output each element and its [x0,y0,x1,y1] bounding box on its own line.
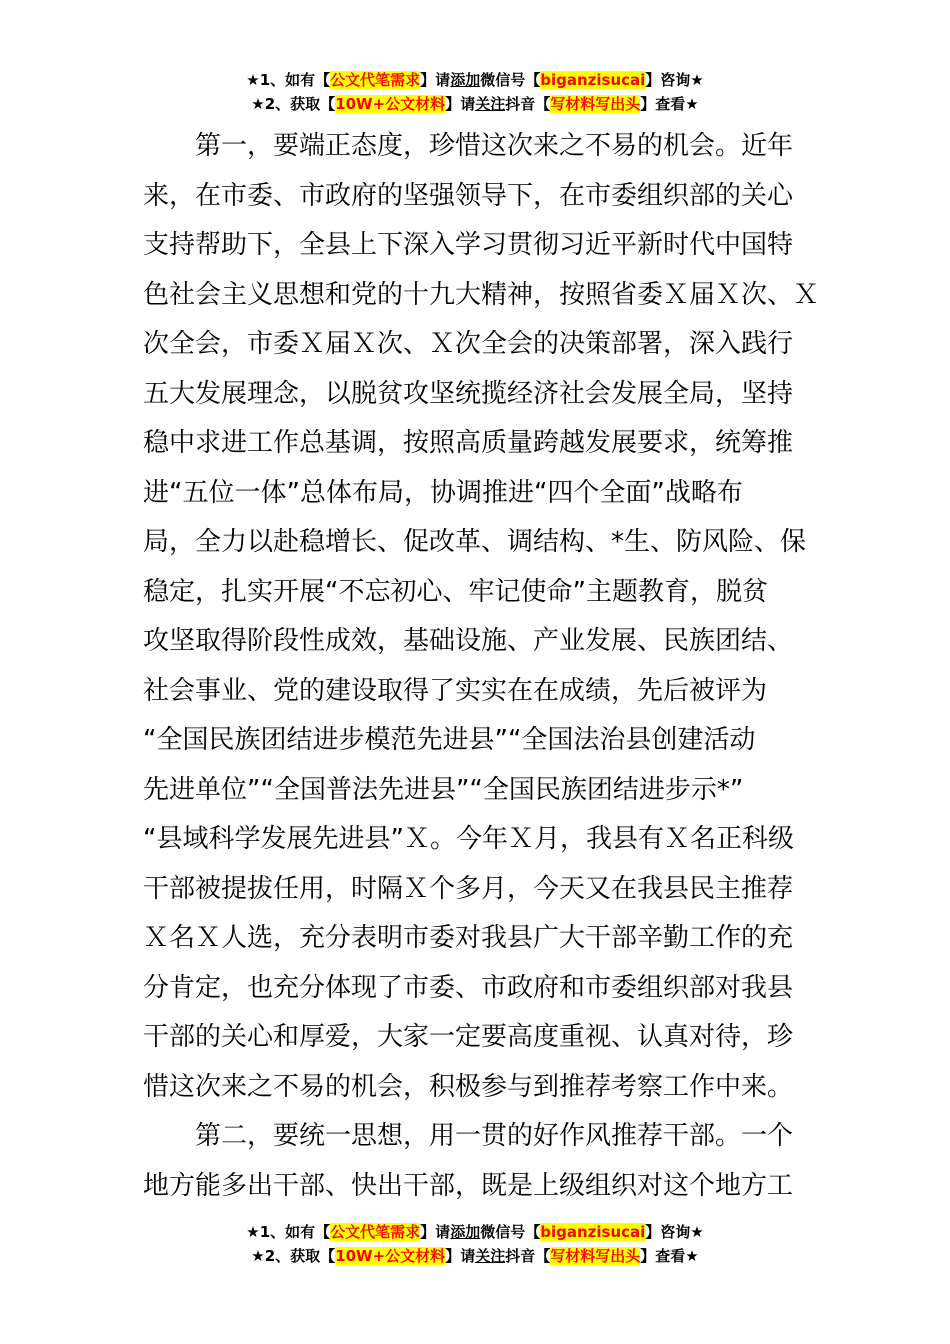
promo-highlight: biganzisucai [540,1223,646,1241]
text-line: 色社会主义思想和党的十九大精神，按照省委Ｘ届Ｘ次、Ｘ [143,279,820,310]
text-line: 局，全力以赴稳增长、促改革、调结构、*生、防风险、保 [143,527,807,557]
promo-text: 】请 [420,1223,451,1241]
promo-underlined: 关注 [475,95,506,113]
promo-text: ★1、如有【 [246,1223,331,1241]
paragraph [143,122,820,1112]
text-line: 地方能多出干部、快出干部，既是上级组织对这个地方工 [143,1170,794,1201]
promo-highlight: 公文代笔需求 [330,71,421,89]
promo-text: 】请 [445,1247,476,1265]
promo-highlight: 写材料写出头 [550,95,641,113]
promo-text: 】请 [445,95,476,113]
text-line: 第一，要端正态度，珍惜这次来之不易的机会。近年 [195,131,794,161]
text-line: “全国民族团结进步模范先进县”“全国法治县创建活动 [143,725,756,755]
promo-line-1 [0,1220,950,1244]
text-line: 社会事业、党的建设取得了实实在在成绩，先后被评为 [143,675,768,706]
promo-underlined: 添加 [450,71,481,89]
promo-text: 抖音【 [505,95,551,113]
promo-text: 】查看★ [640,95,699,113]
text-line: 进“五位一体”总体布局，协调推进“四个全面”战略布 [143,477,743,508]
promo-text: 抖音【 [505,1247,551,1265]
promo-text: 微信号【 [480,1223,541,1241]
document-body [143,122,820,1211]
promo-footer [0,1220,950,1268]
text-line: 干部被提拔任用，时隔Ｘ个多月，今天又在我县民主推荐 [143,873,794,904]
text-line: 五大发展理念，以脱贫攻坚统揽经济社会发展全局，坚持 [143,378,794,409]
promo-text: 】查看★ [640,1247,699,1265]
text-line: 干部的关心和厚爱，大家一定要高度重视、认真对待，珍 [143,1022,794,1052]
text-line: 稳中求进工作总基调，按照高质量跨越发展要求，统筹推 [143,428,794,458]
promo-text: 】请 [420,71,451,89]
text-line: 分肯定，也充分体现了市委、市政府和市委组织部对我县 [143,972,794,1003]
text-line: Ｘ名Ｘ人选，充分表明市委对我县广大干部辛勤工作的充 [143,923,794,953]
text-line: 支持帮助下，全县上下深入学习贯彻习近平新时代中国特 [143,230,794,260]
promo-text: ★2、获取【 [251,95,336,113]
text-line: 次全会，市委Ｘ届Ｘ次、Ｘ次全会的决策部署，深入践行 [143,329,794,359]
promo-text: ★1、如有【 [246,71,331,89]
text-line: 先进单位”“全国普法先进县”“全国民族团结进步示*” [143,774,744,805]
promo-highlight: biganzisucai [540,71,646,89]
text-line: 稳定，扎实开展“不忘初心、牢记使命”主题教育，脱贫 [143,576,768,607]
promo-text: 微信号【 [480,71,541,89]
promo-highlight: 公文代笔需求 [330,1223,421,1241]
promo-line-1 [0,68,950,92]
text-line: 攻坚取得阶段性成效，基础设施、产业发展、民族团结、 [143,626,794,656]
promo-line-2 [0,1244,950,1268]
promo-highlight: 10W+公文材料 [335,95,446,113]
promo-text: ★2、获取【 [251,1247,336,1265]
promo-text: 】咨询★ [645,1223,704,1241]
promo-underlined: 添加 [450,1223,481,1241]
text-line: 第二，要统一思想，用一贯的好作风推荐干部。一个 [195,1121,794,1151]
promo-highlight: 写材料写出头 [550,1247,641,1265]
promo-header [0,68,950,116]
text-line: 惜这次来之不易的机会，积极参与到推荐考察工作中来。 [143,1071,794,1102]
promo-line-2 [0,92,950,116]
promo-text: 】咨询★ [645,71,704,89]
paragraph [143,1112,807,1211]
promo-underlined: 关注 [475,1247,506,1265]
text-line: 来，在市委、市政府的坚强领导下，在市委组织部的关心 [143,180,794,211]
text-line: “县域科学发展先进县”Ｘ。今年Ｘ月，我县有Ｘ名正科级 [143,824,794,854]
promo-highlight: 10W+公文材料 [335,1247,446,1265]
